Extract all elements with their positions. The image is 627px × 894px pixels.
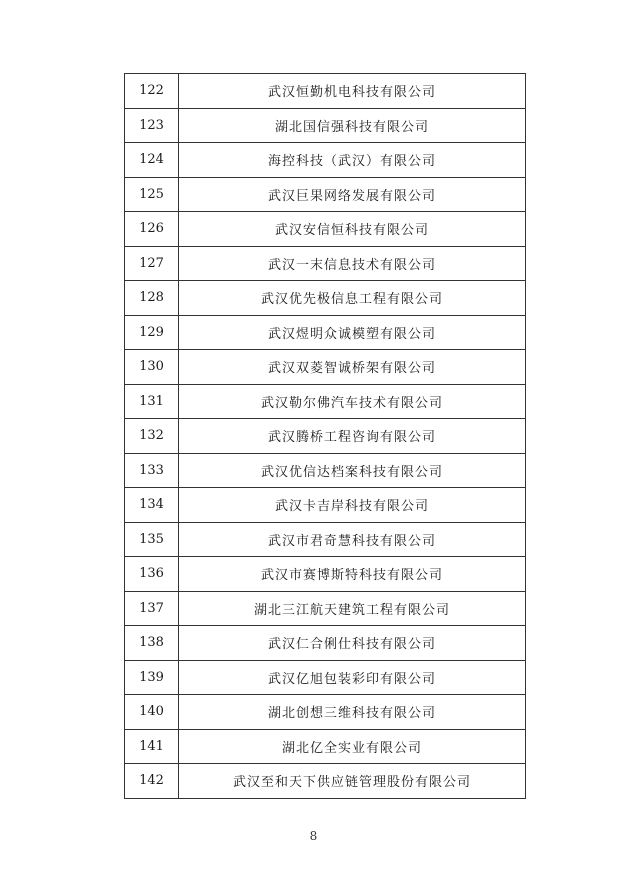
company-name: 武汉一末信息技术有限公司 bbox=[179, 246, 526, 281]
table-row bbox=[125, 488, 526, 523]
row-number: 142 bbox=[125, 764, 179, 799]
table-row bbox=[125, 246, 526, 281]
row-number: 136 bbox=[125, 557, 179, 592]
table-row bbox=[125, 108, 526, 143]
table-row bbox=[125, 350, 526, 385]
table-row bbox=[125, 177, 526, 212]
company-name: 武汉双菱智诚桥架有限公司 bbox=[179, 350, 526, 385]
company-name: 武汉勒尔佛汽车技术有限公司 bbox=[179, 384, 526, 419]
row-number: 139 bbox=[125, 660, 179, 695]
table-row bbox=[125, 453, 526, 488]
row-number: 123 bbox=[125, 108, 179, 143]
table-row bbox=[125, 626, 526, 661]
row-number: 127 bbox=[125, 246, 179, 281]
company-name: 武汉巨果网络发展有限公司 bbox=[179, 177, 526, 212]
row-number: 125 bbox=[125, 177, 179, 212]
row-number: 132 bbox=[125, 419, 179, 454]
company-name: 湖北创想三维科技有限公司 bbox=[179, 695, 526, 730]
row-number: 134 bbox=[125, 488, 179, 523]
table-row bbox=[125, 419, 526, 454]
row-number: 130 bbox=[125, 350, 179, 385]
company-name: 武汉市赛博斯特科技有限公司 bbox=[179, 557, 526, 592]
company-name: 武汉优先极信息工程有限公司 bbox=[179, 281, 526, 316]
row-number: 133 bbox=[125, 453, 179, 488]
company-name: 武汉仁合俐仕科技有限公司 bbox=[179, 626, 526, 661]
table-row bbox=[125, 591, 526, 626]
table-row bbox=[125, 522, 526, 557]
company-name: 湖北国信强科技有限公司 bbox=[179, 108, 526, 143]
row-number: 122 bbox=[125, 74, 179, 109]
table-row bbox=[125, 212, 526, 247]
row-number: 140 bbox=[125, 695, 179, 730]
table-row bbox=[125, 281, 526, 316]
company-name: 武汉优信达档案科技有限公司 bbox=[179, 453, 526, 488]
table-row bbox=[125, 660, 526, 695]
row-number: 124 bbox=[125, 143, 179, 178]
company-name: 湖北三江航天建筑工程有限公司 bbox=[179, 591, 526, 626]
company-name: 武汉市君奇慧科技有限公司 bbox=[179, 522, 526, 557]
page-number: 8 bbox=[309, 829, 318, 843]
company-name: 武汉亿旭包装彩印有限公司 bbox=[179, 660, 526, 695]
table-row bbox=[125, 695, 526, 730]
company-name: 湖北亿全实业有限公司 bbox=[179, 729, 526, 764]
company-name: 武汉恒勤机电科技有限公司 bbox=[179, 74, 526, 109]
table-row bbox=[125, 557, 526, 592]
company-name: 武汉至和天下供应链管理股份有限公司 bbox=[179, 764, 526, 799]
table-row bbox=[125, 315, 526, 350]
row-number: 141 bbox=[125, 729, 179, 764]
row-number: 128 bbox=[125, 281, 179, 316]
table-row bbox=[125, 764, 526, 799]
row-number: 126 bbox=[125, 212, 179, 247]
table-row bbox=[125, 729, 526, 764]
row-number: 138 bbox=[125, 626, 179, 661]
company-name: 武汉腾桥工程咨询有限公司 bbox=[179, 419, 526, 454]
table-row bbox=[125, 143, 526, 178]
company-list-table bbox=[124, 73, 526, 799]
row-number: 129 bbox=[125, 315, 179, 350]
row-number: 131 bbox=[125, 384, 179, 419]
company-name: 武汉安信恒科技有限公司 bbox=[179, 212, 526, 247]
company-name: 武汉煜明众诚模塑有限公司 bbox=[179, 315, 526, 350]
table-row bbox=[125, 384, 526, 419]
row-number: 135 bbox=[125, 522, 179, 557]
table-row bbox=[125, 74, 526, 109]
row-number: 137 bbox=[125, 591, 179, 626]
company-name: 海控科技（武汉）有限公司 bbox=[179, 143, 526, 178]
company-name: 武汉卡吉岸科技有限公司 bbox=[179, 488, 526, 523]
